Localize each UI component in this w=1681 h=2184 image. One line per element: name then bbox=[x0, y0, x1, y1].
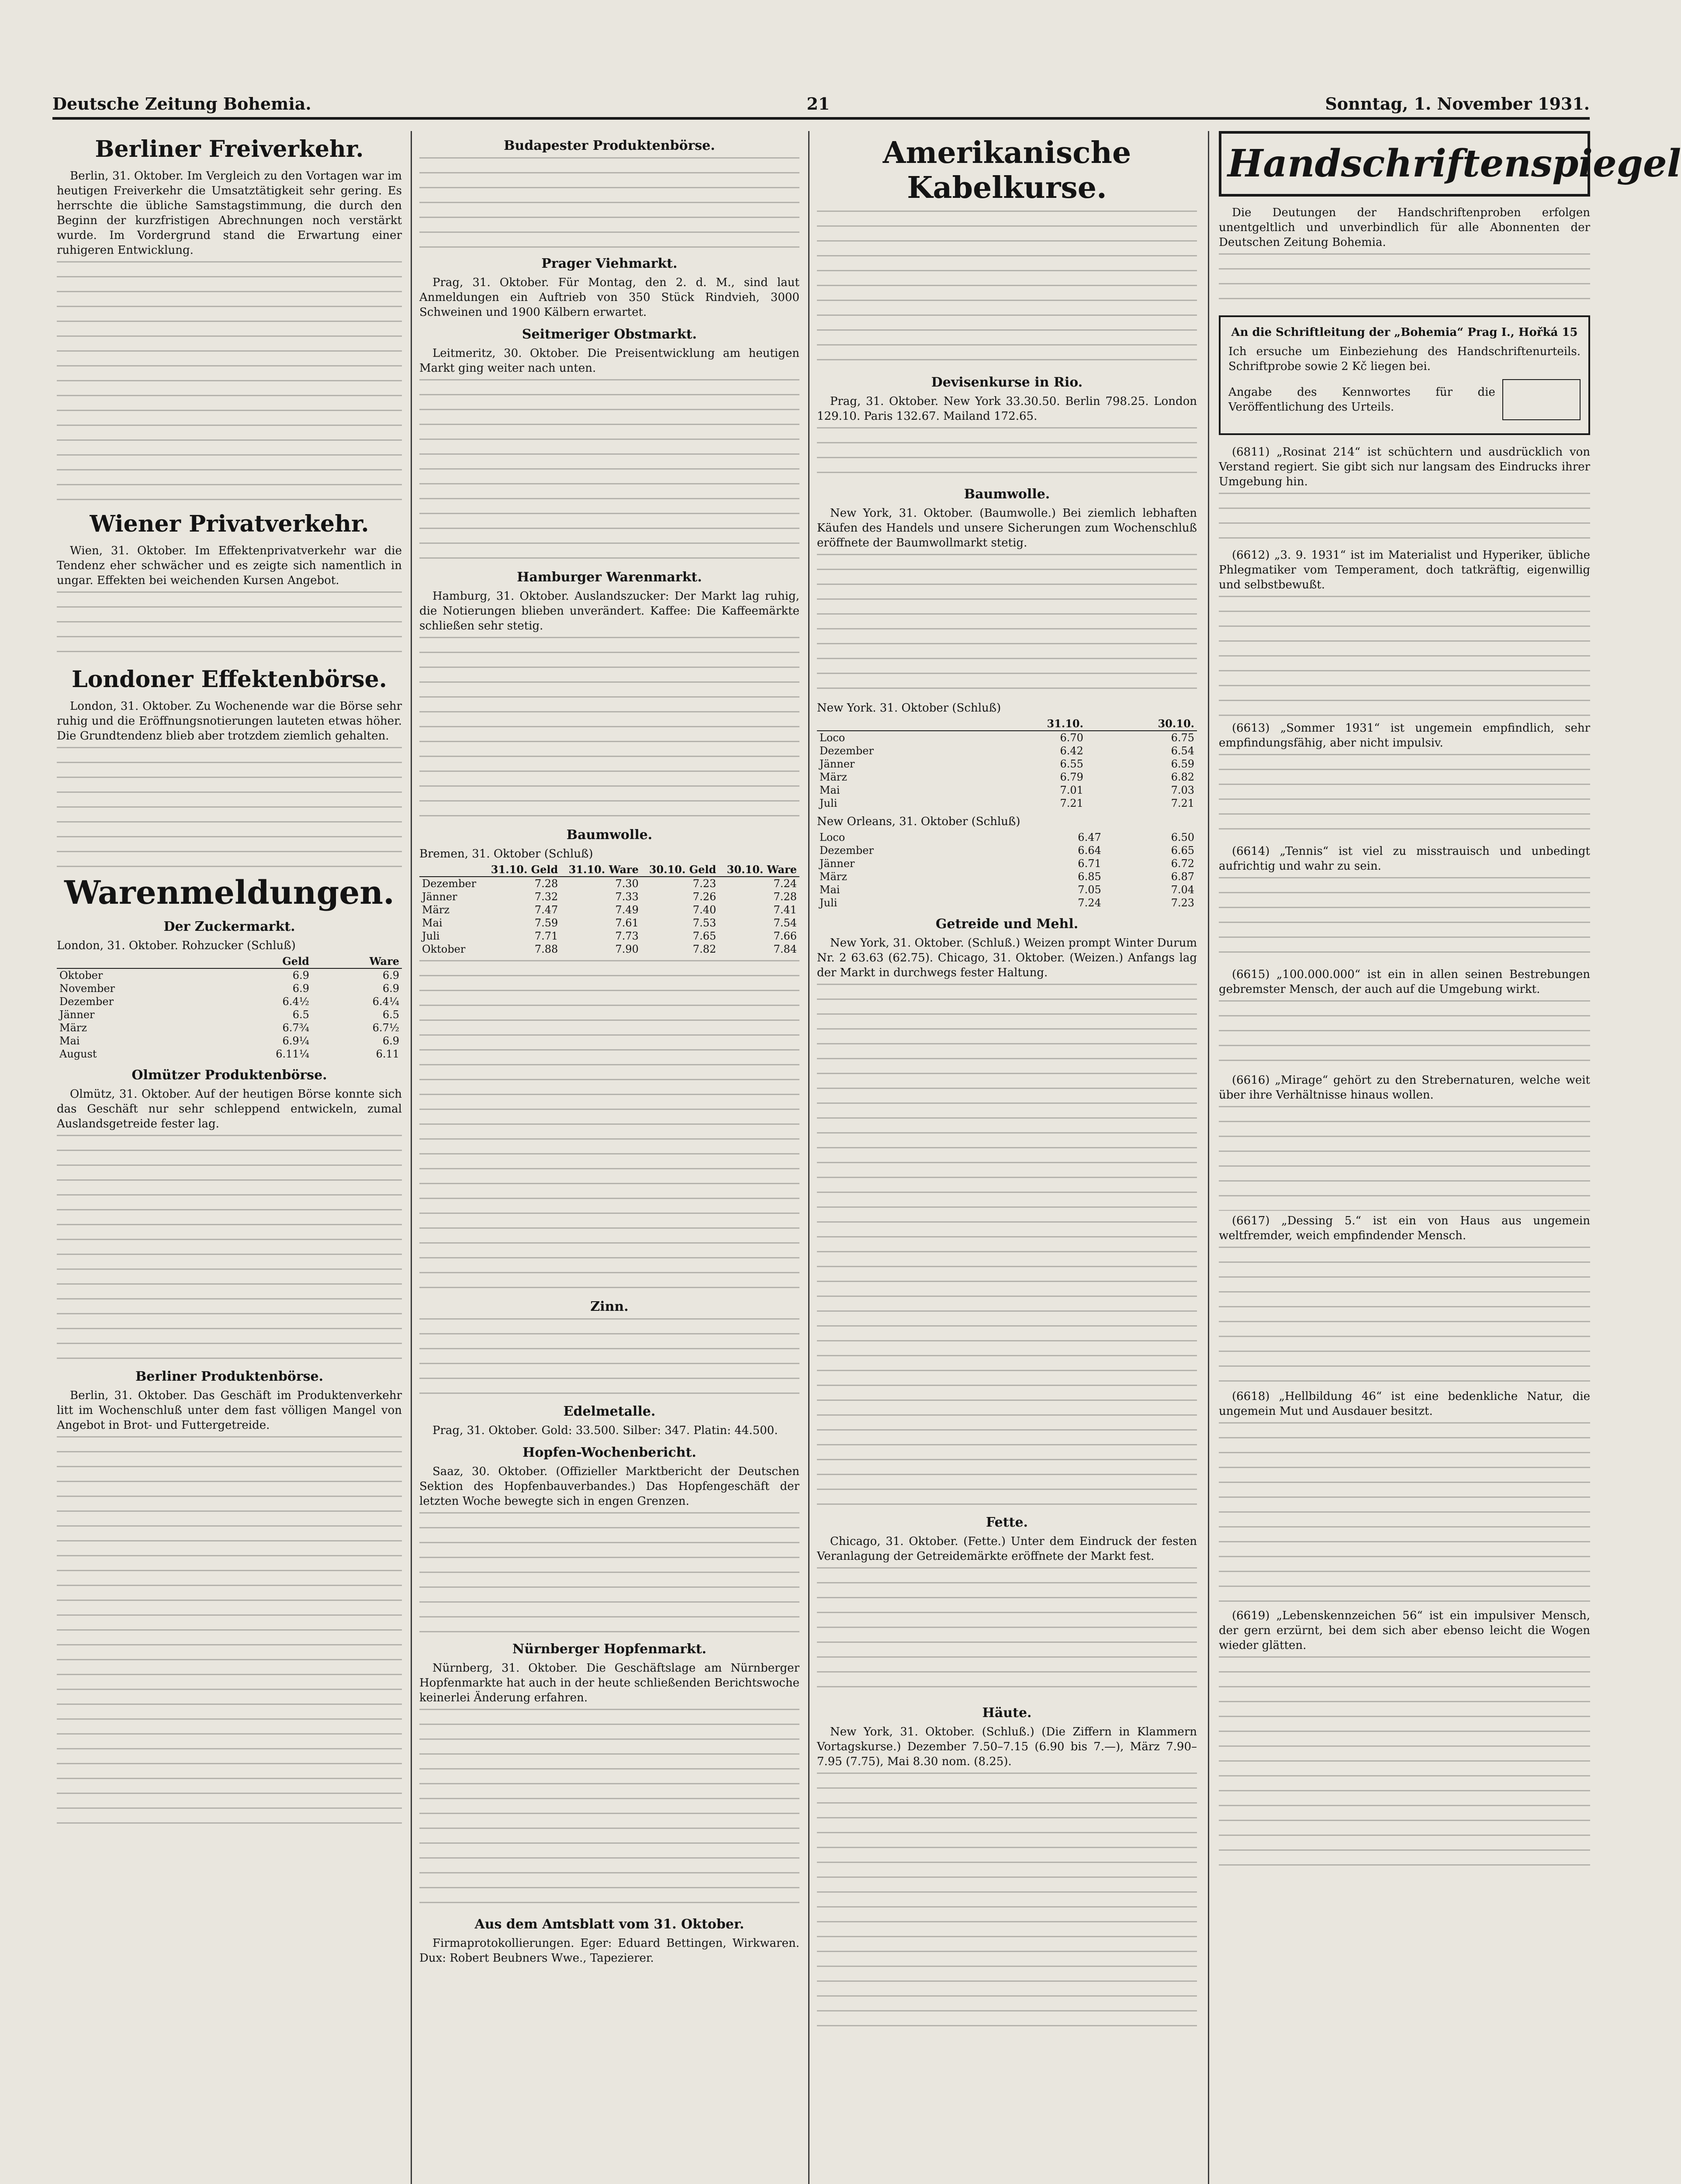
page-header bbox=[52, 83, 1590, 114]
cell: 7.40 bbox=[692, 904, 716, 916]
cell: 7.30 bbox=[615, 878, 639, 890]
article-baumwolle-newyork: New York, 31. Oktober. (Baumwolle.) Bei ziemlich lebhaften Käufen des Handels und unsere Sicherungen zum Wochenschluß eröffnete der Baumwollmarkt stetig. bbox=[817, 507, 1197, 549]
handschrift-reading: (6615) „100.000.000“ ist ein in allen seinen Bestrebungen gebremster Mensch, der auch auf die Umgebung wirkt. bbox=[1219, 968, 1590, 996]
handschrift-reading: (6612) „3. 9. 1931“ ist im Materialist und Hyperiker, übliche Phlegmatiker vom Temperament, doch tatkräftig, eigenwillig und selbstbewußt. bbox=[1219, 549, 1590, 591]
cell: 6.55 bbox=[1060, 758, 1083, 770]
cell: 6.9 bbox=[292, 982, 309, 995]
cell: 7.54 bbox=[773, 917, 797, 929]
table-row bbox=[419, 877, 799, 890]
heading-edelmetalle: Edelmetalle. bbox=[563, 1404, 656, 1419]
article-text-block bbox=[57, 591, 402, 661]
heading-amerikanische-kabelkurse: Amerikanische Kabelkurse. bbox=[882, 135, 1131, 205]
table-row bbox=[817, 784, 1197, 797]
cell: 6.71 bbox=[1078, 857, 1101, 870]
heading-getreide-mehl: Getreide und Mehl. bbox=[935, 916, 1079, 932]
cell: 6.59 bbox=[1171, 758, 1194, 770]
zucker-table bbox=[57, 955, 402, 1061]
table-row bbox=[817, 844, 1197, 857]
baumwolle-table bbox=[419, 863, 799, 956]
cell: 7.21 bbox=[1060, 797, 1083, 809]
article-text-block bbox=[1219, 493, 1590, 545]
coupon-title: An die Schriftleitung der „Bohemia“ Prag I., Hořká 15 bbox=[1231, 326, 1578, 339]
cell: 7.05 bbox=[1078, 884, 1101, 896]
newspaper-name: Deutsche Zeitung Bohemia. bbox=[52, 94, 311, 114]
submission-coupon bbox=[1219, 315, 1590, 435]
table-row bbox=[57, 1047, 402, 1061]
handschriftenspiegel-banner: Handschriftenspiegel bbox=[1219, 131, 1590, 197]
cell: Loco bbox=[820, 732, 845, 744]
cell: 7.23 bbox=[1171, 897, 1194, 909]
article-text-block bbox=[817, 427, 1197, 480]
heading-warenmeldungen: Warenmeldungen. bbox=[64, 874, 394, 912]
table-row bbox=[817, 744, 1197, 757]
cell: 7.49 bbox=[615, 904, 639, 916]
article-text-block bbox=[57, 261, 402, 506]
cell: 6.9 bbox=[382, 982, 399, 995]
article-edelmetalle: Prag, 31. Oktober. Gold: 33.500. Silber: 347. Platin: 44.500. bbox=[432, 1424, 778, 1437]
cell: 6.72 bbox=[1171, 857, 1194, 870]
cell: 7.33 bbox=[615, 891, 639, 903]
cell: März bbox=[820, 771, 847, 783]
heading-wiener-privatverkehr: Wiener Privatverkehr. bbox=[90, 511, 369, 537]
handschrift-reading: (6618) „Hellbildung 46“ ist eine bedenkliche Natur, die ungemein Mut und Ausdauer besitzt. bbox=[1219, 1390, 1590, 1418]
cell: Loco bbox=[820, 831, 845, 843]
article-text-block bbox=[1219, 1000, 1590, 1070]
article-prager-viehmarkt: Prag, 31. Oktober. Für Montag, den 2. d. M., sind laut Anmeldungen ein Auftrieb von 350 Stück Rindvieh, 3000 Schweinen und 1900 Kälbern erwartet. bbox=[419, 276, 799, 319]
article-text-block bbox=[57, 747, 402, 869]
table-row bbox=[419, 930, 799, 943]
cell: 6.9 bbox=[382, 969, 399, 981]
cell: 6.85 bbox=[1078, 871, 1101, 883]
cell: Mai bbox=[820, 884, 840, 896]
handschrift-reading: (6616) „Mirage“ gehört zu den Strebernaturen, welche weit über ihre Verhältnisse hinaus wollen. bbox=[1219, 1074, 1590, 1102]
cotton-orleans-table bbox=[817, 831, 1197, 909]
article-text-block bbox=[419, 379, 799, 563]
cell: Mai bbox=[422, 917, 443, 929]
column-header: 30.10. Ware bbox=[719, 863, 799, 877]
table-row bbox=[57, 1021, 402, 1034]
article-olmuetzer-produktenboerse: Olmütz, 31. Oktober. Auf der heutigen Börse konnte sich das Geschäft nur sehr schleppend entwickeln, zumal Auslandsgetreide fester lag. bbox=[57, 1088, 402, 1130]
cell: 6.54 bbox=[1171, 745, 1194, 757]
cell: 7.04 bbox=[1171, 884, 1194, 896]
article-text-block bbox=[419, 1512, 799, 1635]
heading-olmuetzer-produktenboerse: Olmützer Produktenbörse. bbox=[131, 1068, 327, 1083]
heading-amtsblatt: Aus dem Amtsblatt vom 31. Oktober. bbox=[474, 1917, 744, 1932]
cell: 6.87 bbox=[1171, 871, 1194, 883]
cell: 6.7½ bbox=[372, 1022, 399, 1034]
table-row bbox=[817, 831, 1197, 844]
cell: März bbox=[422, 904, 450, 916]
article-text-block bbox=[1219, 596, 1590, 718]
cell: Dezember bbox=[820, 844, 874, 857]
table-row bbox=[419, 916, 799, 930]
cell: 6.7¾ bbox=[282, 1022, 309, 1034]
column-header: 31.10. Geld bbox=[483, 863, 560, 877]
cell: 6.75 bbox=[1171, 732, 1194, 744]
column-header: 31.10. Ware bbox=[560, 863, 641, 877]
baumwolle-subheading: Bremen, 31. Oktober (Schluß) bbox=[419, 847, 593, 860]
cell: 7.21 bbox=[1171, 797, 1194, 809]
cell: Jänner bbox=[422, 891, 457, 903]
cell: 7.26 bbox=[692, 891, 716, 903]
cell: März bbox=[59, 1022, 87, 1034]
article-hopfen-wochenbericht: Saaz, 30. Oktober. (Offizieller Marktbericht der Deutschen Sektion des Hopfenbauverbandes.) Das Hopfengeschäft der letzten Woche bewegte sich in engen Grenzen. bbox=[419, 1465, 799, 1508]
cell: 7.90 bbox=[615, 943, 639, 955]
cell: 7.84 bbox=[773, 943, 797, 955]
heading-devisenkurse: Devisenkurse in Rio. bbox=[931, 375, 1083, 390]
cell: 6.9 bbox=[382, 1035, 399, 1047]
cell: 6.70 bbox=[1060, 732, 1083, 744]
cell: 7.71 bbox=[534, 930, 558, 942]
table-row bbox=[817, 883, 1197, 896]
article-haeute: New York, 31. Oktober. (Schluß.) (Die Ziffern in Klammern Vortagskurse.) Dezember 7.50–7.15 (6.90 bis 7.—), März 7.90–7.95 (7.75), Mai 8.30 nom. (8.25). bbox=[817, 1725, 1197, 1768]
article-text-block bbox=[419, 157, 799, 249]
article-text-block bbox=[419, 637, 799, 820]
table-row bbox=[57, 982, 402, 995]
heading-zinn: Zinn. bbox=[590, 1299, 629, 1314]
article-text-block bbox=[817, 984, 1197, 1508]
cell: 6.5 bbox=[292, 1009, 309, 1021]
table-row bbox=[57, 968, 402, 982]
table-header-row bbox=[419, 863, 799, 877]
cell: 7.23 bbox=[692, 878, 716, 890]
article-text-block bbox=[817, 211, 1197, 368]
article-text-block bbox=[1219, 877, 1590, 964]
table-row bbox=[57, 1034, 402, 1047]
cell: 6.9 bbox=[292, 969, 309, 981]
heading-fette: Fette. bbox=[986, 1515, 1028, 1530]
cell: Oktober bbox=[59, 969, 103, 981]
cell: 7.01 bbox=[1060, 784, 1083, 796]
heading-obstmarkt: Seitmeriger Obstmarkt. bbox=[522, 327, 697, 342]
column-divider bbox=[808, 131, 809, 2184]
cell: 7.59 bbox=[534, 917, 558, 929]
cotton-orleans-subheading: New Orleans, 31. Oktober (Schluß) bbox=[817, 815, 1020, 828]
table-row bbox=[817, 870, 1197, 883]
column-2 bbox=[419, 131, 799, 2184]
table-row bbox=[419, 943, 799, 956]
cell: 6.64 bbox=[1078, 844, 1101, 857]
cell: 7.32 bbox=[534, 891, 558, 903]
article-text-block bbox=[419, 1709, 799, 1910]
handschrift-reading: (6614) „Tennis“ ist viel zu misstrauisch und unbedingt aufrichtig und wahr zu sein. bbox=[1219, 845, 1590, 873]
article-text-block bbox=[57, 1135, 402, 1362]
cell: 7.28 bbox=[773, 891, 797, 903]
cell: 6.50 bbox=[1171, 831, 1194, 843]
table-row bbox=[817, 797, 1197, 810]
zucker-subheading: London, 31. Oktober. Rohzucker (Schluß) bbox=[57, 939, 296, 952]
article-devisenkurse: Prag, 31. Oktober. New York 33.30.50. Berlin 798.25. London 129.10. Paris 132.67. Mailand 172.65. bbox=[817, 395, 1197, 423]
column-3 bbox=[817, 131, 1197, 2184]
column-divider bbox=[411, 131, 412, 2184]
article-nuernberger-hopfenmarkt: Nürnberg, 31. Oktober. Die Geschäftslage am Nürnberger Hopfenmarkte hat auch in der heute schließenden Berichtswoche keinerlei Änderung erfahren. bbox=[419, 1662, 799, 1704]
heading-zuckermarkt: Der Zuckermarkt. bbox=[163, 919, 295, 934]
cell: August bbox=[59, 1048, 97, 1060]
cell: Jänner bbox=[59, 1009, 95, 1021]
cell: Dezember bbox=[59, 995, 114, 1008]
table-row bbox=[817, 896, 1197, 909]
cell: 7.73 bbox=[615, 930, 639, 942]
table-header-row bbox=[817, 717, 1197, 731]
cotton-newyork-table bbox=[817, 717, 1197, 810]
column-header bbox=[419, 863, 483, 877]
column-1 bbox=[57, 131, 402, 2184]
header-rule bbox=[52, 117, 1590, 120]
heading-berliner-produktenboerse: Berliner Produktenbörse. bbox=[135, 1369, 324, 1384]
cell: Dezember bbox=[820, 745, 874, 757]
column-header: 31.10. bbox=[975, 717, 1086, 731]
column-header: Ware bbox=[312, 955, 402, 968]
heading-haeute: Häute. bbox=[982, 1705, 1032, 1721]
cell: 7.66 bbox=[773, 930, 797, 942]
page-number: 21 bbox=[806, 94, 830, 114]
cell: 6.47 bbox=[1078, 831, 1101, 843]
article-text-block bbox=[419, 1318, 799, 1397]
cell: 7.53 bbox=[692, 917, 716, 929]
cell: 7.82 bbox=[692, 943, 716, 955]
heading-baumwolle-newyork: Baumwolle. bbox=[964, 487, 1050, 502]
article-fette: Chicago, 31. Oktober. (Fette.) Unter dem Eindruck der festen Veranlagung der Getreidemärkte eröffnete der Markt fest. bbox=[817, 1535, 1197, 1563]
heading-prager-viehmarkt: Prager Viehmarkt. bbox=[541, 256, 678, 271]
article-amtsblatt: Firmaprotokollierungen. Eger: Eduard Bettingen, Wirkwaren. Dux: Robert Beubners Wwe., Tapezierer. bbox=[419, 1937, 799, 1965]
article-text-block bbox=[817, 1773, 1197, 2035]
heading-budapester-produktenboerse: Budapester Produktenbörse. bbox=[504, 138, 715, 153]
article-text-block bbox=[1219, 1247, 1590, 1386]
article-berliner-freiverkehr: Berlin, 31. Oktober. Im Vergleich zu den Vortagen war im heutigen Freiverkehr die Umsatztätigkeit sehr gering. Es herrschte die übliche Samstagstimmung, die durch den Beginn der kurzfristigen Abrechnungen noch verstärkt wurde. Im Vordergrund stand die Erwartung einer ruhigeren Entwicklung. bbox=[57, 169, 402, 257]
issue-date: Sonntag, 1. November 1931. bbox=[1325, 94, 1590, 114]
article-text-block bbox=[1219, 1422, 1590, 1606]
heading-baumwolle: Baumwolle. bbox=[566, 827, 653, 843]
cell: Mai bbox=[820, 784, 840, 796]
article-londoner-effektenboerse: London, 31. Oktober. Zu Wochenende war die Börse sehr ruhig und die Eröffnungsnotierungen lauteten etwas höher. Die Grundtendenz blieb aber trotzdem ziemlich gehalten. bbox=[57, 700, 402, 743]
table-row bbox=[57, 1008, 402, 1021]
article-wiener-privatverkehr: Wien, 31. Oktober. Im Effektenprivatverkehr war die Tendenz eher schwächer und es zeigte sich namentlich in ungar. Effekten bei weichenden Kursen Angebot. bbox=[57, 544, 402, 587]
table-row bbox=[817, 857, 1197, 870]
cell: Jänner bbox=[820, 758, 855, 770]
article-text-block bbox=[1219, 253, 1590, 306]
cell: 7.24 bbox=[773, 878, 797, 890]
cell: November bbox=[59, 982, 115, 995]
handschrift-reading: (6617) „Dessing 5.“ ist ein von Haus aus ungemein weltfremder, weich empfindender Mensch. bbox=[1219, 1214, 1590, 1242]
column-header: 30.10. bbox=[1086, 717, 1197, 731]
cell: 6.11 bbox=[376, 1048, 399, 1060]
article-text-block bbox=[1219, 1656, 1590, 1875]
article-text-block bbox=[817, 1567, 1197, 1698]
cell: Dezember bbox=[422, 878, 477, 890]
table-row bbox=[419, 890, 799, 903]
cell: 6.5 bbox=[382, 1009, 399, 1021]
cell: 6.9¼ bbox=[282, 1035, 309, 1047]
table-row bbox=[817, 731, 1197, 744]
cell: 6.11¼ bbox=[276, 1048, 309, 1060]
cell: 6.65 bbox=[1171, 844, 1194, 857]
cell: Jänner bbox=[820, 857, 855, 870]
heading-berliner-freiverkehr: Berliner Freiverkehr. bbox=[95, 136, 364, 162]
cell: 6.4½ bbox=[282, 995, 309, 1008]
cell: 7.28 bbox=[534, 878, 558, 890]
cell: 6.42 bbox=[1060, 745, 1083, 757]
article-text-block bbox=[1219, 754, 1590, 841]
table-row bbox=[57, 995, 402, 1008]
cell: 7.47 bbox=[534, 904, 558, 916]
cell: Mai bbox=[59, 1035, 80, 1047]
cell: 7.88 bbox=[534, 943, 558, 955]
table-row bbox=[419, 903, 799, 916]
column-4 bbox=[1219, 131, 1681, 2184]
coupon-field-label: Angabe des Kennwortes für die Veröffentlichung des Urteils. bbox=[1228, 386, 1495, 414]
handschrift-reading: (6811) „Rosinat 214“ ist schüchtern und ausdrücklich von Verstand regiert. Sie gibt sich nur langsam des Eindrucks ihrer Umgebung hin. bbox=[1219, 446, 1590, 488]
cell: 7.65 bbox=[692, 930, 716, 942]
cell: 7.41 bbox=[773, 904, 797, 916]
article-berliner-produktenboerse: Berlin, 31. Oktober. Das Geschäft im Produktenverkehr litt im Wochenschluß unter dem fast völligen Mangel von Angebot in Brot- und Futtergetreide. bbox=[57, 1389, 402, 1432]
cell: 7.03 bbox=[1171, 784, 1194, 796]
cell: 7.24 bbox=[1078, 897, 1101, 909]
cell: Oktober bbox=[422, 943, 466, 955]
handschrift-reading: (6613) „Sommer 1931“ ist ungemein empfindlich, sehr empfindungsfähig, aber nicht impulsiv. bbox=[1219, 722, 1590, 750]
heading-hopfen-wochenbericht: Hopfen-Wochenbericht. bbox=[522, 1445, 696, 1460]
coupon-field bbox=[1228, 379, 1581, 420]
cell: Juli bbox=[820, 797, 837, 809]
handschrift-reading: (6619) „Lebenskennzeichen 56“ ist ein impulsiver Mensch, der gern erzürnt, bei dem sich aber ebenso leicht die Wogen wieder glätten. bbox=[1219, 1609, 1590, 1652]
column-header: Geld bbox=[212, 955, 311, 968]
handschrift-intro: Die Deutungen der Handschriftenproben erfolgen unentgeltlich und unverbindlich für alle Abonnenten der Deutschen Zeitung Bohemia. bbox=[1219, 206, 1590, 249]
table-header-row bbox=[57, 955, 402, 968]
article-getreide-mehl: New York, 31. Oktober. (Schluß.) Weizen prompt Winter Durum Nr. 2 63.63 (62.75). Chicago, 31. Oktober. (Weizen.) Anfangs lag der Markt in durchwegs fester Haltung. bbox=[817, 936, 1197, 979]
article-text-block bbox=[817, 554, 1197, 698]
table-row bbox=[817, 757, 1197, 771]
column-divider bbox=[1208, 131, 1209, 2184]
coupon-field-box bbox=[1502, 379, 1581, 420]
cotton-newyork-subheading: New York. 31. Oktober (Schluß) bbox=[817, 702, 1001, 715]
cell: 6.79 bbox=[1060, 771, 1083, 783]
price-table-block bbox=[419, 960, 799, 1292]
cell: März bbox=[820, 871, 847, 883]
column-header bbox=[57, 955, 212, 968]
heading-hamburger-warenmarkt: Hamburger Warenmarkt. bbox=[517, 570, 702, 585]
article-obstmarkt: Leitmeritz, 30. Oktober. Die Preisentwicklung am heutigen Markt ging weiter nach unten. bbox=[419, 347, 799, 375]
cell: Juli bbox=[422, 930, 440, 942]
article-text-block bbox=[57, 1436, 402, 1829]
cell: 6.82 bbox=[1171, 771, 1194, 783]
column-header bbox=[817, 717, 975, 731]
cell: 6.4¼ bbox=[372, 995, 399, 1008]
article-text-block bbox=[1219, 1106, 1590, 1211]
cell: Juli bbox=[820, 897, 837, 909]
article-hamburger-warenmarkt: Hamburg, 31. Oktober. Auslandszucker: Der Markt lag ruhig, die Notierungen blieben unverändert. Kaffee: Die Kaffeemärkte schließen sehr stetig. bbox=[419, 590, 799, 632]
cell: 7.61 bbox=[615, 917, 639, 929]
column-header: 30.10. Geld bbox=[641, 863, 719, 877]
coupon-text: Ich ersuche um Einbeziehung des Handschriftenurteils. Schriftprobe sowie 2 Kč liegen bei. bbox=[1228, 345, 1581, 373]
heading-nuernberger-hopfenmarkt: Nürnberger Hopfenmarkt. bbox=[512, 1641, 707, 1657]
table-row bbox=[817, 771, 1197, 784]
heading-londoner-effektenboerse: Londoner Effektenbörse. bbox=[72, 666, 387, 693]
